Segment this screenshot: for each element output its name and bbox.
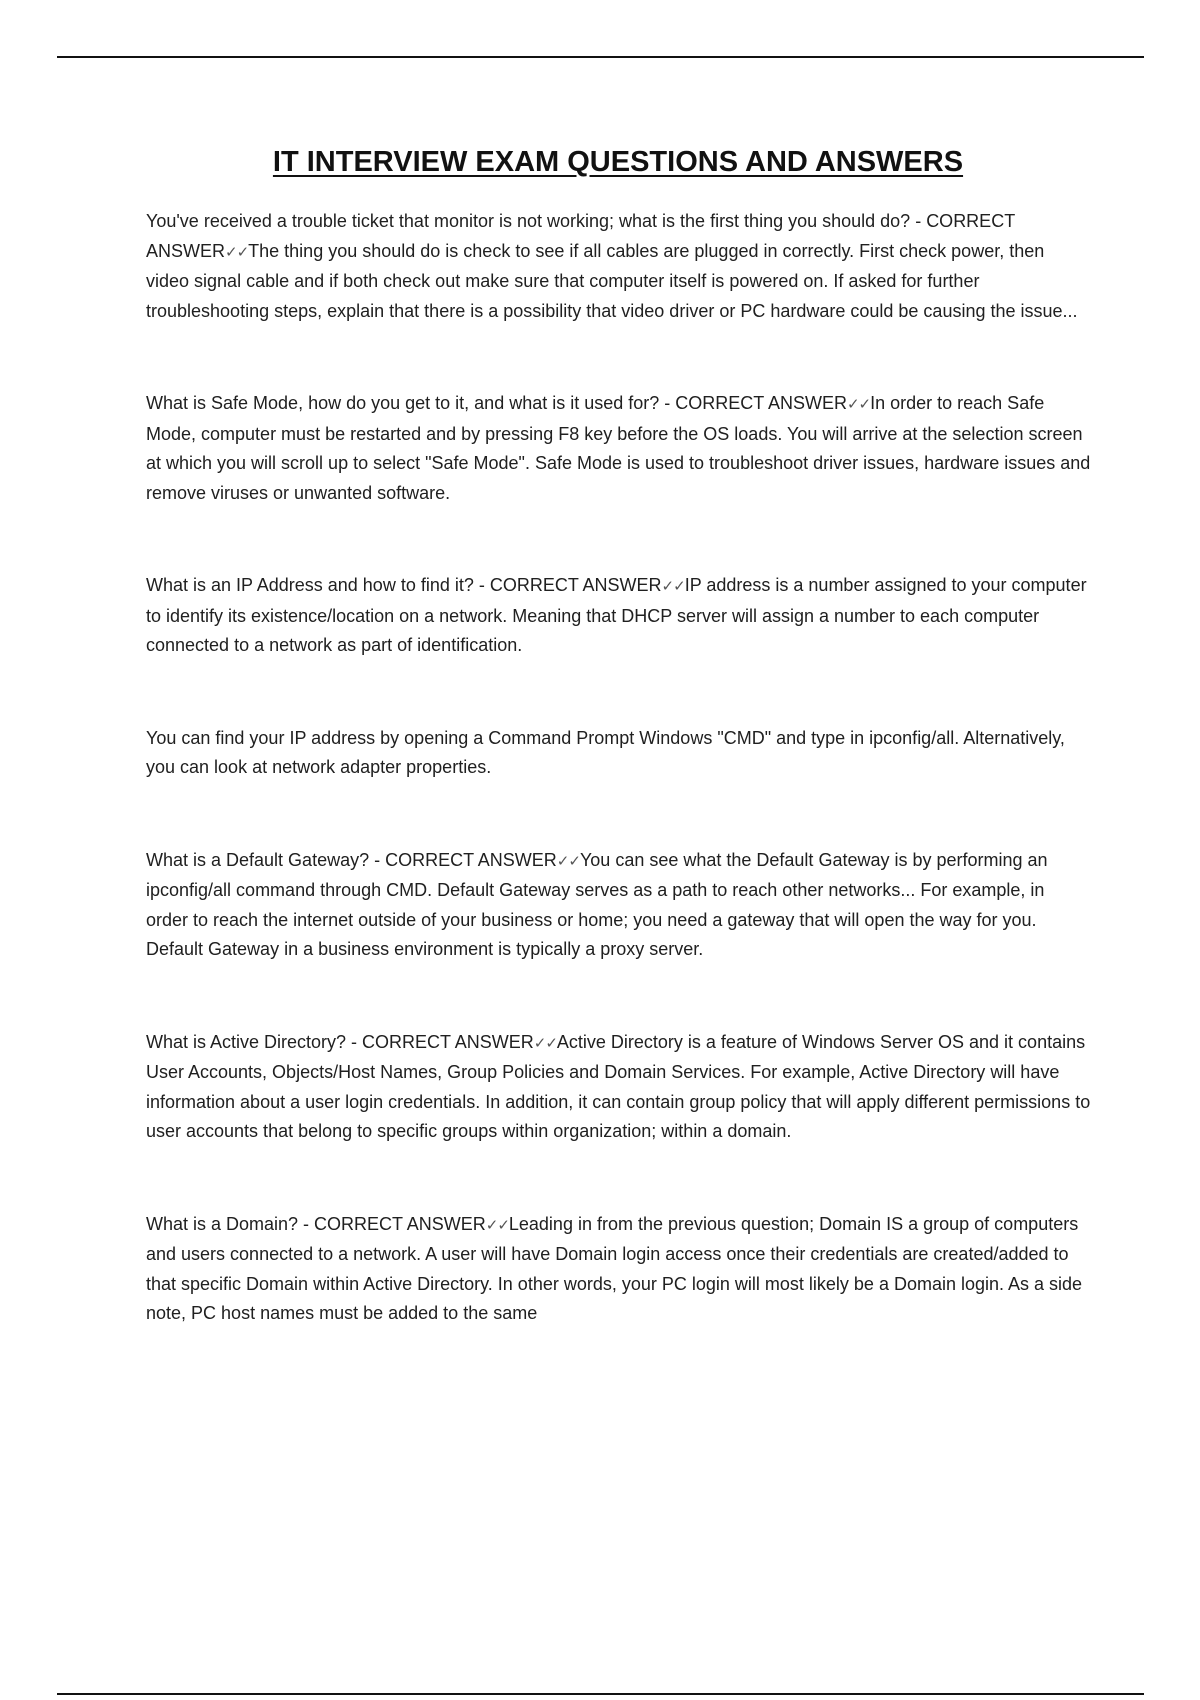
answer-text: In order to reach Safe Mode, computer must be restarted and by pressing F8 key before the OS loads. You will arrive at the selection screen at which you will scroll up to select "Safe Mode". Safe Mode is used to troubleshoot driver issues, hardware issues and remove viruses or unwanted software. xyxy=(146,393,1091,503)
footer-rule xyxy=(57,1693,1144,1695)
question-text: What is an IP Address and how to find it? - CORRECT ANSWER xyxy=(146,575,662,595)
qa-item-safe-mode xyxy=(146,389,1091,508)
double-check-icon: ✓✓ xyxy=(556,852,580,870)
question-text: What is Active Directory? - CORRECT ANSWER xyxy=(146,1031,534,1052)
double-check-icon: ✓✓ xyxy=(846,396,871,413)
header-rule xyxy=(57,56,1144,58)
answer-text: Active Directory is a feature of Windows Server OS and it contains User Accounts, Objects/Host Names, Group Policies and Domain Services. For example, Active Directory will have information about a user login credentials. In addition, it can contain group policy that will apply different permissions to user accounts that belong to specific groups within organization; within a domain. xyxy=(146,1031,1091,1141)
double-check-icon: ✓✓ xyxy=(485,1216,509,1234)
question-text: You've received a trouble ticket that monitor is not working; what is the first thing you should do? - CORRECT ANSWER xyxy=(146,211,1015,261)
qa-item-ip-address xyxy=(146,571,1091,661)
question-text: What is a Domain? - CORRECT ANSWER xyxy=(146,1213,486,1234)
answer-text: You can see what the Default Gateway is by performing an ipconfig/all command through CMD. Default Gateway serves as a path to reach other networks... For example, in order to reach the internet outside of your business or home; you need a gateway that will open the way for you. Default Gateway in a business environment is typically a proxy server. xyxy=(146,849,1048,959)
question-text: What is a Default Gateway? - CORRECT ANSWER xyxy=(146,849,557,870)
double-check-icon: ✓✓ xyxy=(533,1034,557,1052)
paragraph-find-ip: You can find your IP address by opening a Command Prompt Windows "CMD" and type in ipconfig/all. Alternatively, you can look at network adapter properties. xyxy=(146,727,1065,777)
document-title: IT INTERVIEW EXAM QUESTIONS AND ANSWERS xyxy=(272,146,964,178)
document-body xyxy=(146,207,1091,1329)
qa-item-domain xyxy=(146,1210,1091,1329)
answer-text: Leading in from the previous question; Domain IS a group of computers and users connected to a network. A user will have Domain login access once their credentials are created/added to that specific Domain within Active Directory. In other words, your PC login will most likely be a Domain login. As a side note, PC host names must be added to the same xyxy=(146,1213,1083,1323)
double-check-icon: ✓✓ xyxy=(661,578,685,595)
double-check-icon: ✓✓ xyxy=(225,243,249,261)
answer-text: IP address is a number assigned to your computer to identify its existence/location on a network. Meaning that DHCP server will assign a number to each computer connected to a network as part of identification. xyxy=(146,575,1087,655)
answer-text: The thing you should do is check to see if all cables are plugged in correctly. First check power, then video signal cable and if both check out make sure that computer itself is powered on. If asked for further troubleshooting steps, explain that there is a possibility that video driver or PC hardware could be causing the issue... xyxy=(146,240,1078,321)
qa-item-active-directory xyxy=(146,1028,1091,1147)
question-text: What is Safe Mode, how do you get to it, and what is it used for? - CORRECT ANSWER xyxy=(146,393,847,413)
qa-item-default-gateway xyxy=(146,846,1091,965)
qa-item-monitor xyxy=(146,207,1091,326)
